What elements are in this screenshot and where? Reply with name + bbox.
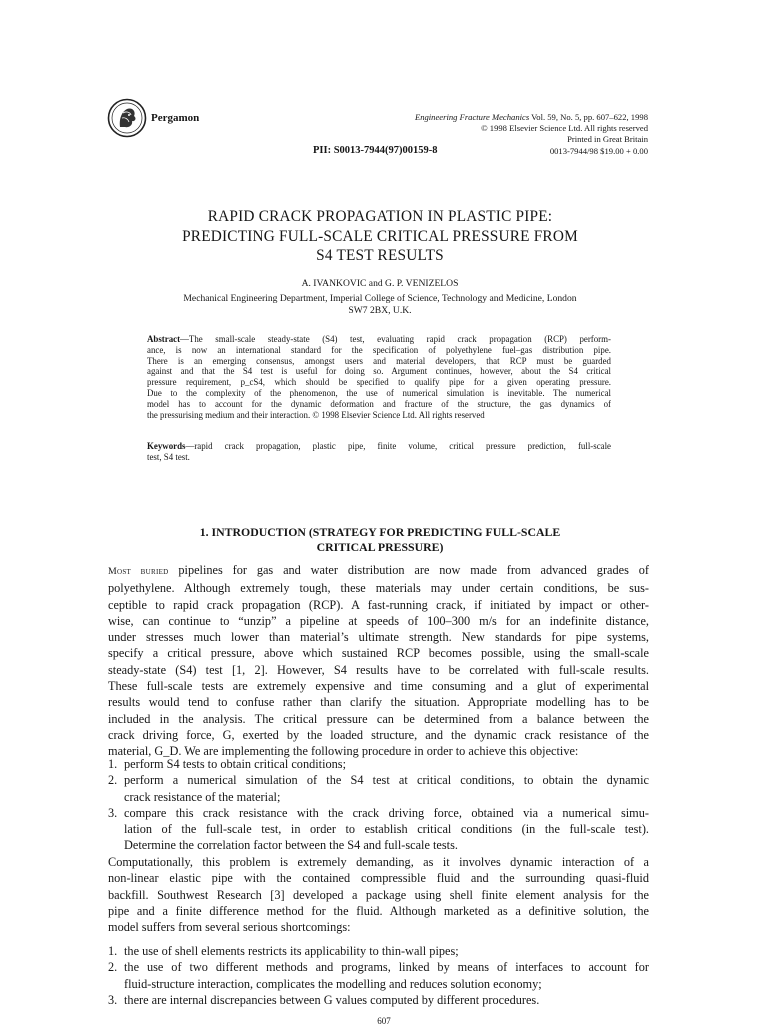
list-item [108, 756, 649, 772]
body-line: steady-state (S4) test [1, 2]. However, S4 results have to be correlated with full-scale results. [108, 662, 649, 677]
publisher-name: Pergamon [151, 112, 200, 124]
paper-title [110, 207, 650, 266]
abstract-label: Abstract [147, 334, 181, 344]
list-item [108, 805, 649, 854]
list-line: perform S4 tests to obtain critical conditions; [124, 757, 346, 771]
abstract-line: Due to the complexity of the phenomenon, the use of numerical simulation is inevitable. The numerical [147, 387, 611, 398]
body-line: under stresses much lower than material’s ultimate strength. New standards for pipe systems, [108, 630, 649, 645]
list-item-text [124, 992, 649, 1008]
abstract-line [147, 334, 611, 345]
list-item-text [124, 805, 649, 854]
journal-name: Engineering Fracture Mechanics [414, 112, 530, 122]
list-line: crack resistance of the material; [124, 789, 281, 804]
list-line: the use of two different methods and programs, linked by means of interfaces to account for [124, 960, 649, 975]
pergamon-logo-icon [107, 98, 147, 138]
list-line: Determine the correlation factor between the S4 and full-scale tests. [124, 838, 458, 853]
list-item-text [124, 959, 649, 992]
list-line: there are internal discrepancies between G values computed by different procedures. [124, 992, 540, 1007]
body-line: Computationally, this problem is extremely demanding, as it involves dynamic interaction of a [108, 855, 649, 869]
abstract-line: model has to account for the dynamic deformation and fracture of the structure, the gas dynamics of [147, 398, 611, 409]
second-paragraph [108, 854, 649, 935]
body-line: crack driving force, G, exerted by the loaded structure, and the dynamic crack resistance of the [108, 727, 649, 742]
title-line: S4 TEST RESULTS [316, 247, 444, 264]
body-line: pipe and a finite difference method for the fluid. Although marketed as a definitive solution, the [108, 903, 649, 918]
list-item-text [124, 943, 649, 959]
keywords-label: Keywords [147, 441, 186, 451]
body-line: These full-scale tests are extremely expensive and time consuming and a glut of experimental [108, 679, 649, 694]
list-number: 2. [108, 773, 118, 788]
list-number: 1. [108, 944, 118, 958]
list-item [108, 992, 649, 1008]
list-number: 3. [108, 992, 118, 1007]
section-heading-line: CRITICAL PRESSURE) [316, 540, 444, 554]
journal-details: Vol. 59, No. 5, pp. 607–622, 1998 [529, 112, 648, 122]
journal-citation [328, 112, 648, 123]
shortcomings-list [108, 943, 649, 1008]
abstract [147, 334, 611, 420]
list-item-text [124, 756, 649, 772]
title-line: RAPID CRACK PROPAGATION IN PLASTIC PIPE: [207, 208, 553, 225]
body-line: results would tend to confuse rather than clarify the situation. Appropriate modelling has to be [108, 695, 649, 710]
abstract-line: the pressurising medium and their interaction. © 1998 Elsevier Science Ltd. All rights reserved [147, 409, 485, 420]
body-line: specify a critical pressure, above which sustained RCP becomes possible, using the small-scale [108, 646, 649, 661]
list-line: compare this crack resistance with the crack driving force, obtained via a numerical simu- [124, 805, 649, 820]
body-text: pipelines for gas and water distribution are now made from advanced grades of [168, 563, 649, 577]
body-line: included in the analysis. The critical pressure can be determined from a balance between the [108, 711, 649, 726]
printed-line: Printed in Great Britain [567, 133, 648, 144]
page-number: 607 [377, 1016, 391, 1026]
intro-paragraph [108, 562, 649, 760]
abstract-line: There is an emerging consensus, amongst users and material developers, that RCP must be guarded [147, 355, 611, 366]
list-line: perform a numerical simulation of the S4 test at critical conditions, to obtain the dynamic [124, 773, 649, 788]
abstract-line: pressure requirement, p_cS4, which should be specified to qualify pipe for a given operating pressure. [147, 377, 611, 388]
abstract-line: ance, is now an international standard for the specification of polyethylene fuel–gas distribution pipe. [147, 344, 611, 355]
body-line: material, G_D. We are implementing the following procedure in order to achieve this objective: [108, 744, 579, 759]
section-heading-line: 1. INTRODUCTION (STRATEGY FOR PREDICTING FULL-SCALE [199, 525, 561, 539]
body-line: model suffers from several serious shortcomings: [108, 920, 351, 935]
keywords-text: —rapid crack propagation, plastic pipe, finite volume, critical pressure prediction, full-scale [185, 441, 611, 451]
abstract-line: against and that the S4 test is useful for doing so. Argument continues, however, about the S4 critical [147, 366, 611, 377]
list-item [108, 943, 649, 959]
list-line: fluid-structure interaction, complicates the modelling and reduces solution economy; [124, 976, 542, 991]
body-line: non-linear elastic pipe with the contained compressible fluid and the surrounding quasi-fluid [108, 871, 649, 886]
list-line: lation of the full-scale test, in order to establish critical conditions (in the full-scale test). [124, 822, 649, 837]
keywords [147, 441, 611, 463]
list-item-text [124, 772, 649, 805]
abstract-text: —The small-scale steady-state (S4) test, evaluating rapid crack propagation (RCP) perform- [180, 334, 611, 344]
body-line: polyethylene. Although extremely tough, these materials may under certain conditions, be sus- [108, 581, 649, 596]
body-line: backfill. Southwest Research [3] developed a package using shell finite element analysis for the [108, 887, 649, 902]
smallcaps-lead: Most buried [108, 566, 169, 577]
list-line: the use of shell elements restricts its applicability to thin-wall pipes; [124, 944, 459, 958]
list-number: 2. [108, 960, 118, 975]
section-heading [110, 525, 650, 555]
issn-price: 0013-7944/98 $19.00 + 0.00 [549, 146, 648, 157]
body-line: ceptible to rapid crack propagation (RCP). A fast-running crack, if initiated by impact or other- [108, 597, 649, 612]
publisher-block [107, 98, 199, 138]
list-number: 1. [108, 757, 118, 771]
procedure-list [108, 756, 649, 854]
keywords-line: test, S4 test. [147, 451, 190, 462]
affiliation-line: Mechanical Engineering Department, Imperial College of Science, Technology and Medicine, London [183, 293, 577, 304]
body-line: wise, can continue to “unzip” a pipeline at speeds of 100–300 m/s for an indefinite distance, [108, 613, 649, 628]
list-item [108, 772, 649, 805]
title-line: PREDICTING FULL-SCALE CRITICAL PRESSURE FROM [182, 227, 578, 245]
copyright-line: © 1998 Elsevier Science Ltd. All rights reserved [481, 122, 648, 133]
pii-identifier: PII: S0013-7944(97)00159-8 [313, 145, 438, 156]
affiliation-line: SW7 2BX, U.K. [348, 304, 412, 316]
authors: A. IVANKOVIC and G. P. VENIZELOS [301, 278, 459, 289]
keywords-line [147, 441, 611, 452]
affiliation [110, 293, 650, 316]
body-line [108, 562, 649, 580]
list-number: 3. [108, 805, 118, 820]
list-item [108, 959, 649, 992]
